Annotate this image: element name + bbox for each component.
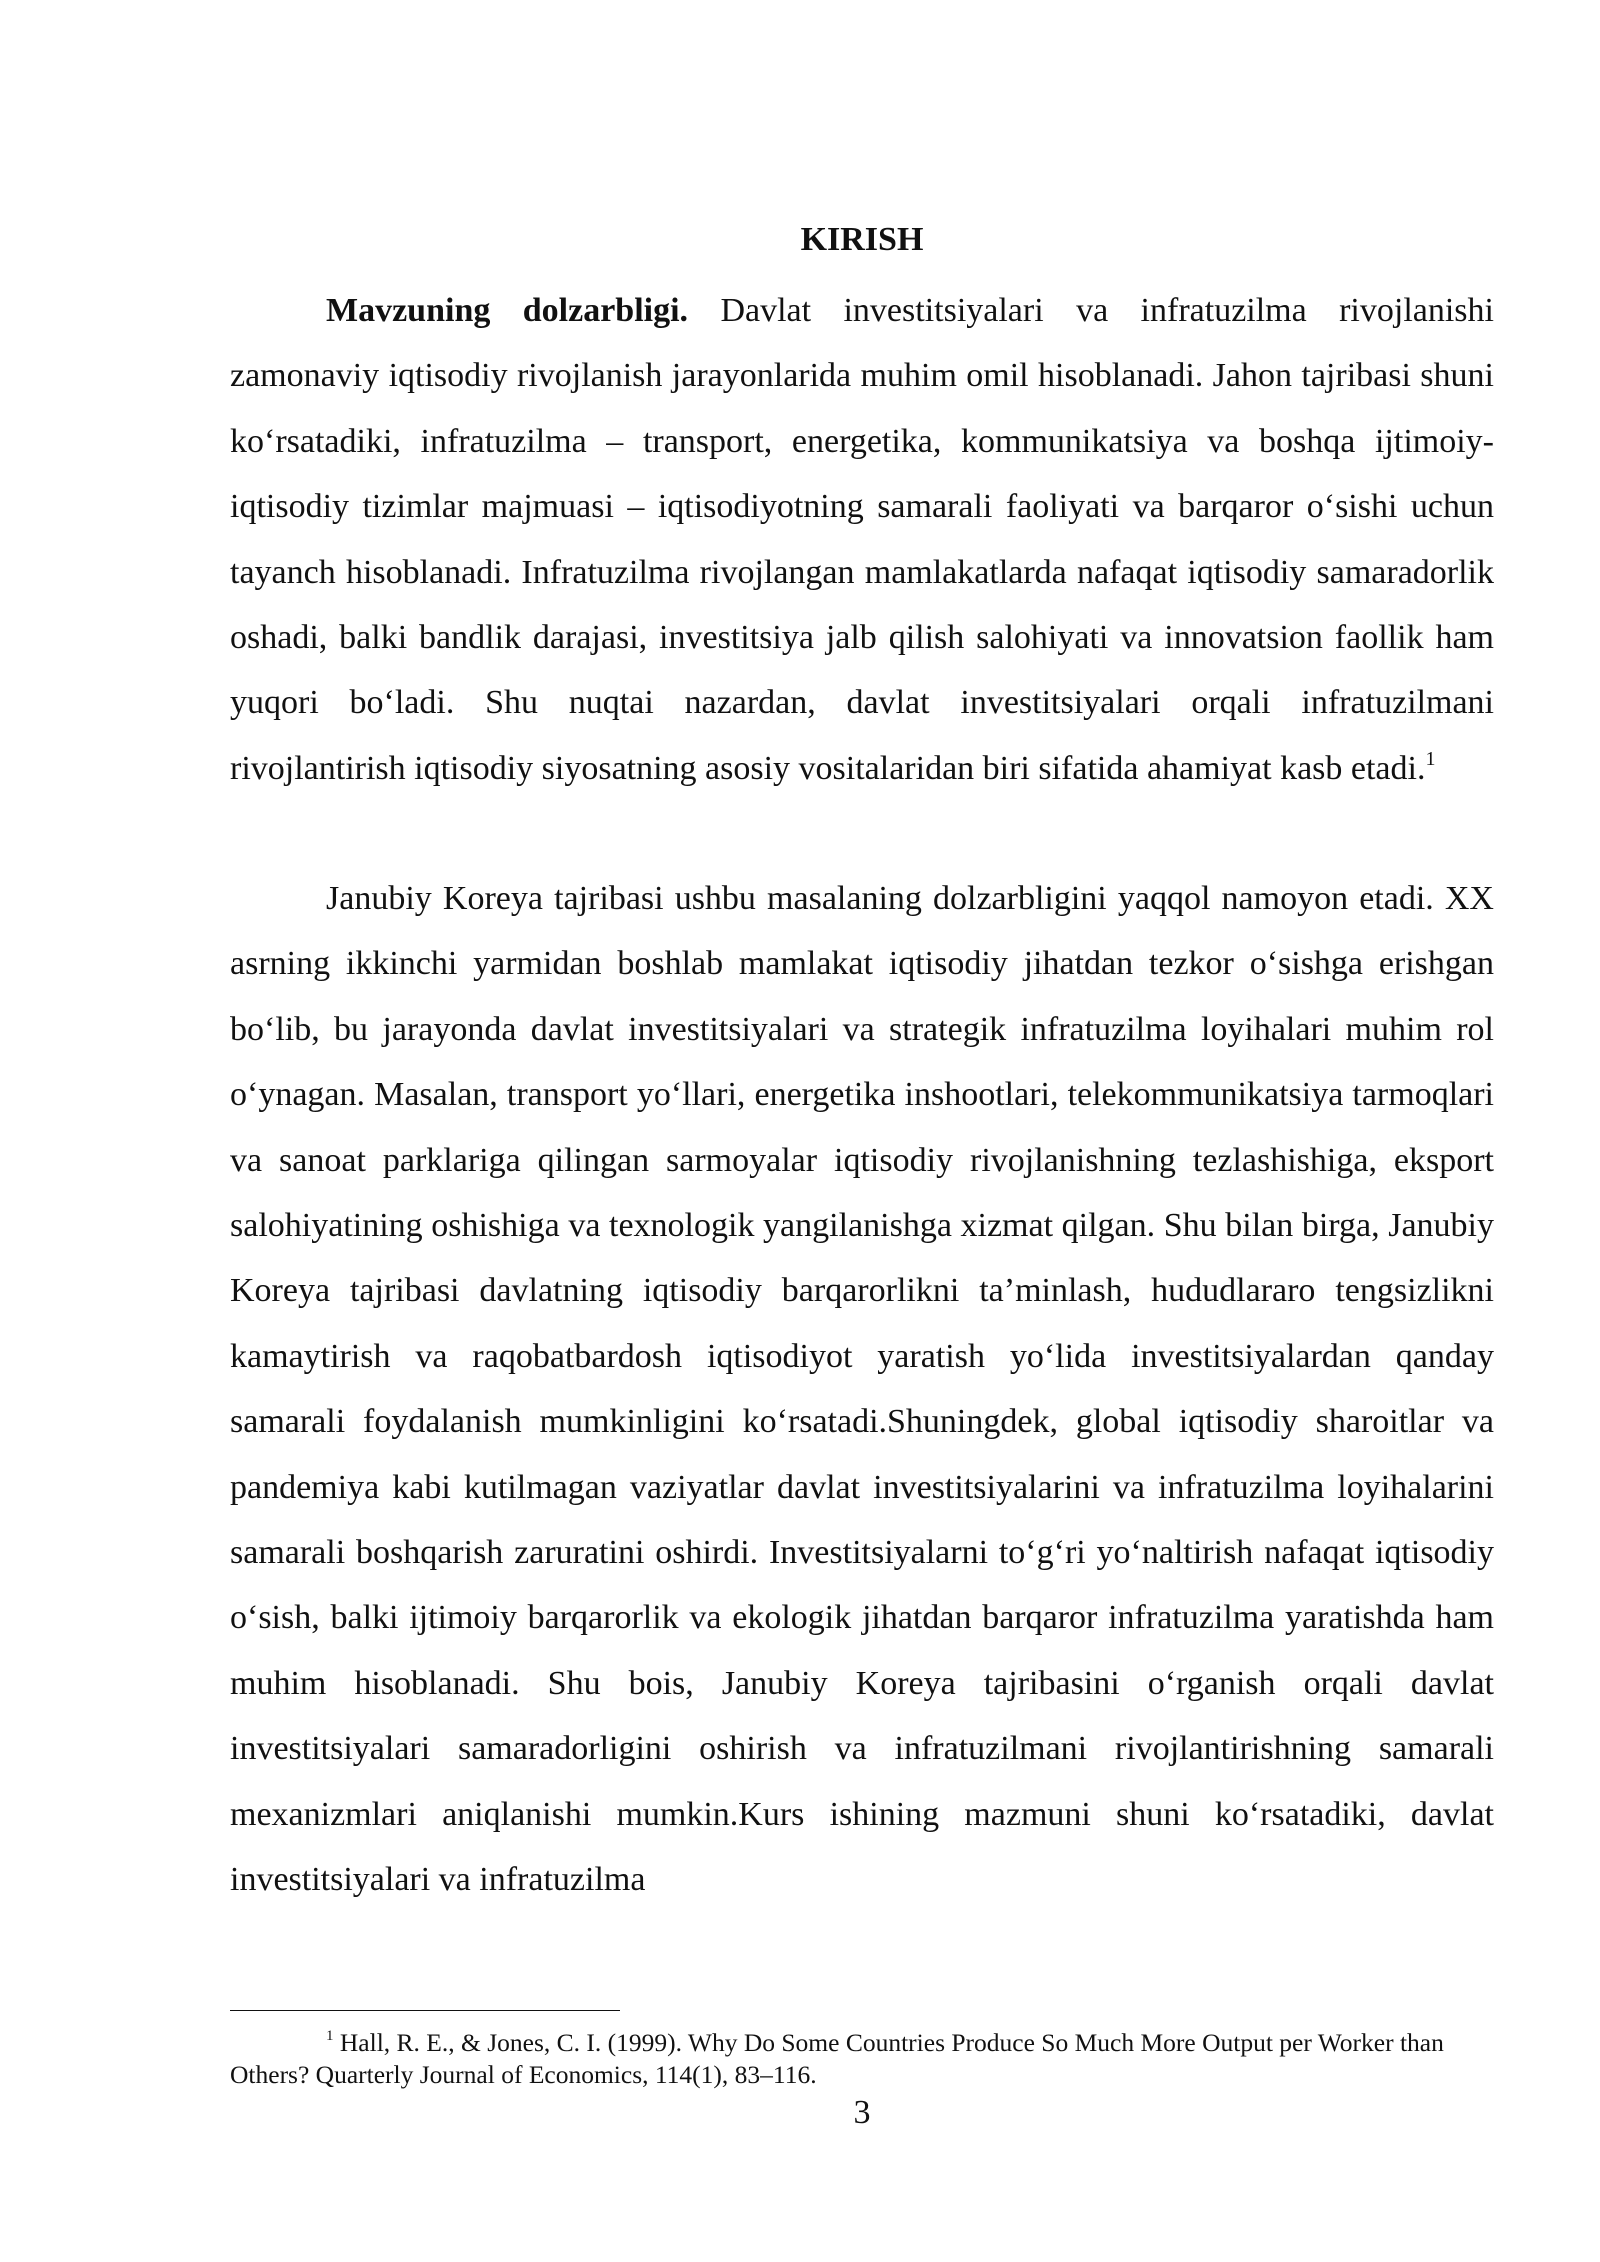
paragraph-lead: Mavzuning dolzarbligi. [326, 292, 689, 329]
footnote-reference[interactable]: 1 [1425, 747, 1436, 770]
section-heading: KIRISH [800, 221, 924, 258]
paragraph-text: Davlat investitsiyalari va infratuzilma rivojlanishi zamonaviy iqtisodiy rivojlanish jarayonlarida muhim omil hisoblanadi. Jahon tajribasi shuni ko‘rsatadiki, infratuzilma – transport, energetika, kommunikatsiya va boshqa ijtimoiy-iqtisodiy tizimlar majmuasi – iqtisodiyotning samarali faoliyati va barqaror o‘sishi uchun tayanch hisoblanadi. Infratuzilma rivojlangan mamlakatlarda nafaqat iqtisodiy samaradorlik oshadi, balki bandlik darajasi, investitsiya jalb qilish salohiyati va innovatsion faollik ham yuqori bo‘ladi. Shu nuqtai nazardan, davlat investitsiyalari orqali infratuzilmani rivojlantirish iqtisodiy siyosatning asosiy vositalaridan biri sifatida ahamiyat kasb etadi. [230, 292, 1494, 787]
paragraph-text: Janubiy Koreya tajribasi ushbu masalaning dolzarbligini yaqqol namoyon etadi. XX asrning ikkinchi yarmidan boshlab mamlakat iqtisodiy jihatdan tezkor o‘sishga erishgan bo‘lib, bu jarayonda davlat investitsiyalari va strategik infratuzilma loyihalari muhim rol o‘ynagan. Masalan, transport yo‘llari, energetika inshootlari, telekommunikatsiya tarmoqlari va sanoat parklariga qilingan sarmoyalar iqtisodiy rivojlanishning tezlashishiga, eksport salohiyatining oshishiga va texnologik yangilanishga xizmat qilgan. Shu bilan birga, Janubiy Koreya tajribasi davlatning iqtisodiy barqarorlikni ta’minlash, hududlararo tengsizlikni kamaytirish va raqobatbardosh iqtisodiyot yaratish yo‘lida investitsiyalardan qanday samarali foydalanish mumkinligini ko‘rsatadi.Shuningdek, global iqtisodiy sharoitlar va pandemiya kabi kutilmagan vaziyatlar davlat investitsiyalarini va infratuzilma loyihalarini samarali boshqarish zaruratini oshirdi. Investitsiyalarni to‘g‘ri yo‘naltirish nafaqat iqtisodiy o‘sish, balki ijtimoiy barqarorlik va ekologik jihatdan barqaror infratuzilma yaratishda ham muhim hisoblanadi. Shu bois, Janubiy Koreya tajribasini o‘rganish orqali davlat investitsiyalari samaradorligini oshirish va infratuzilmani rivojlantirishning samarali mexanizmlari aniqlanishi mumkin.Kurs ishining mazmuni shuni ko‘rsatadiki, davlat investitsiyalari va infratuzilma [230, 880, 1494, 1899]
footnote-text: Hall, R. E., & Jones, C. I. (1999). Why Do Some Countries Produce So Much More Output per Worker than Others? Quarterly Journal of Economics, 114(1), 83–116. [230, 2028, 1444, 2089]
footnote-marker: 1 [326, 2028, 334, 2044]
footnote-separator [230, 2010, 620, 2011]
page-number: 3 [853, 2094, 871, 2131]
paragraph-relevance [230, 278, 1494, 801]
paragraph-korea-experience [230, 866, 1494, 1913]
footnote [230, 2027, 1494, 2091]
